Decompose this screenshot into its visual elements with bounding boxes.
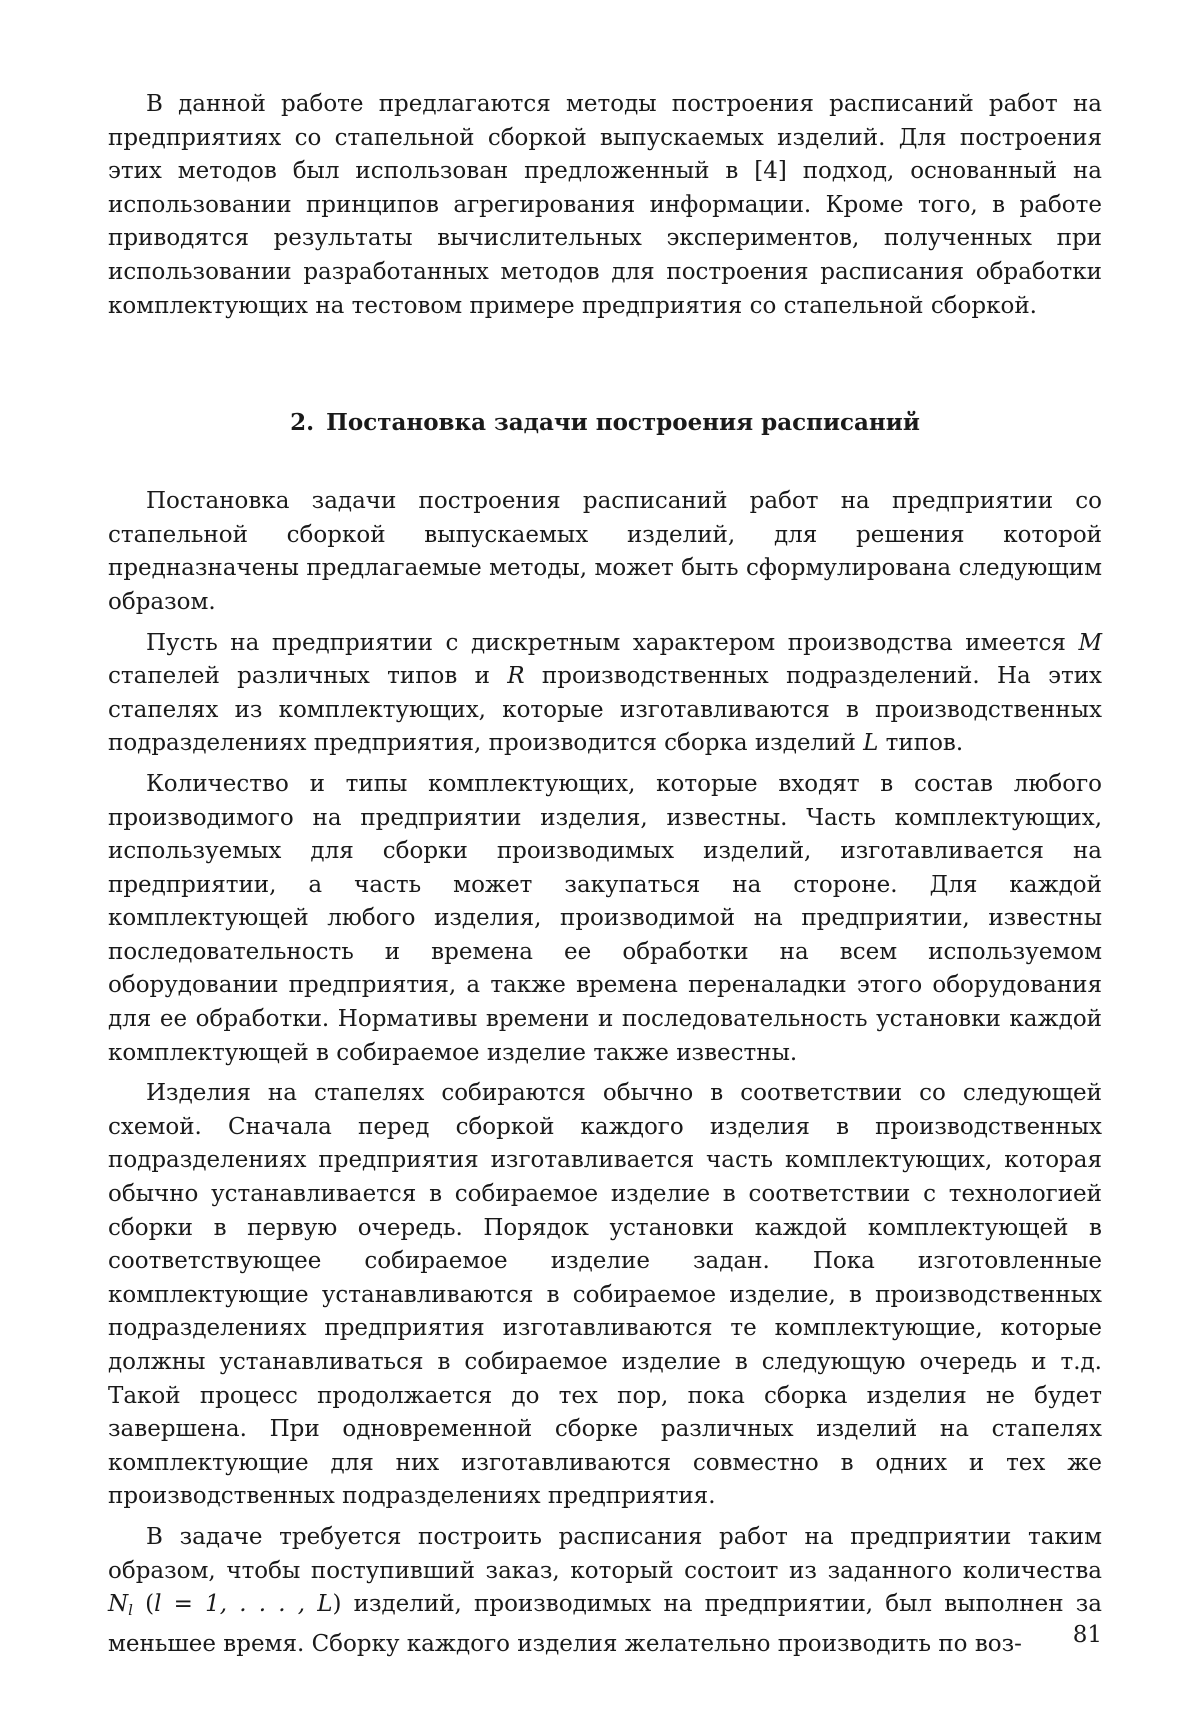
paragraph-1: Постановка задачи построения расписаний работ на предприятии со стапельной сборкой выпускаемых изделий, для решения которой предназначены предлагаемые методы, может быть сформулирована следующим образом. <box>108 488 1102 615</box>
paragraph-3: Количество и типы комплектующих, которые входят в состав любого производимого на предприятии изделия, известны. Часть комплектующих, используемых для сборки производимых изделий, изготавливается на предприятии, а часть может закупаться на стороне. Для каждой комплектующей любого изделия, производимой на предприятии, известны последовательность и времена ее обработки на всем используемом оборудовании предприятия, а также времена переналадки этого оборудования для ее обработки. Нормативы времени и последовательность установки каждой комплектующей в собираемое изделие также известны. <box>108 770 1102 1066</box>
page-number: 81 <box>1072 1622 1102 1648</box>
math-range: l = 1, . . . , L <box>154 1591 333 1618</box>
math-l: L <box>863 730 879 757</box>
paragraph-2-text-c: производственных подразделений. На этих стапелях из комплектующих, которые изготавливаются в производственных подразделениях предприятия, производится сборка изделий <box>108 663 1102 757</box>
page-body <box>108 88 1102 1661</box>
section-title: Постановка задачи построения расписаний <box>326 409 920 437</box>
paragraph-5 <box>108 1521 1102 1661</box>
paragraph-5-text-b: ( <box>132 1591 155 1618</box>
paragraph-4: Изделия на стапелях собираются обычно в соответствии со следующей схемой. Сначала перед сборкой каждого изделия в производственных подразделениях предприятия изготавливается часть комплектующих, которая обычно устанавливается в собираемое изделие в соответствии с технологией сборки в первую очередь. Порядок установки каждой комплектующей в соответствующее собираемое изделие задан. Пока изготовленные комплектующие устанавливаются в собираемое изделие, в производственных подразделениях предприятия изготавливаются те комплектующие, которые должны устанавливаться в собираемое изделие в следующую очередь и т.д. Такой процесс продолжается до тех пор, пока сборка изделия не будет завершена. При одновременной сборке различных изделий на стапелях комплектующие для них изготавливаются совместно в одних и тех же производственных подразделениях предприятия. <box>108 1080 1102 1510</box>
math-m: M <box>1078 629 1102 656</box>
paragraph-2-text-b: стапелей различных типов и <box>108 663 508 690</box>
math-r: R <box>507 663 525 690</box>
paragraph-5-text-c: ) изделий, производимых на предприятии, был выполнен за меньшее время. Сборку каждого изделия желательно производить по воз- <box>108 1591 1102 1657</box>
intro-paragraph: В данной работе предлагаются методы построения расписаний работ на предприятиях со стапельной сборкой выпускаемых изделий. Для построения этих методов был использован предложенный в [4] подход, основанный на использовании принципов агрегирования информации. Кроме того, в работе приводятся результаты вычислительных экспериментов, полученных при использовании разработанных методов для построения расписания обработки комплектующих на тестовом примере предприятия со стапельной сборкой. <box>108 91 1102 319</box>
section-heading <box>108 406 1102 440</box>
paragraph-2-text-a: Пусть на предприятии с дискретным характером производства имеется <box>146 629 1079 656</box>
paragraph-5-text-a: В задаче требуется построить расписания работ на предприятии таким образом, чтобы поступивший заказ, который состоит из заданного количества <box>108 1523 1102 1584</box>
paragraph-2-text-d: типов. <box>878 730 964 757</box>
math-n: N <box>108 1591 129 1618</box>
math-n-subscript: l <box>128 1601 133 1620</box>
paragraph-2 <box>108 627 1102 761</box>
section-number: 2. <box>290 409 315 437</box>
